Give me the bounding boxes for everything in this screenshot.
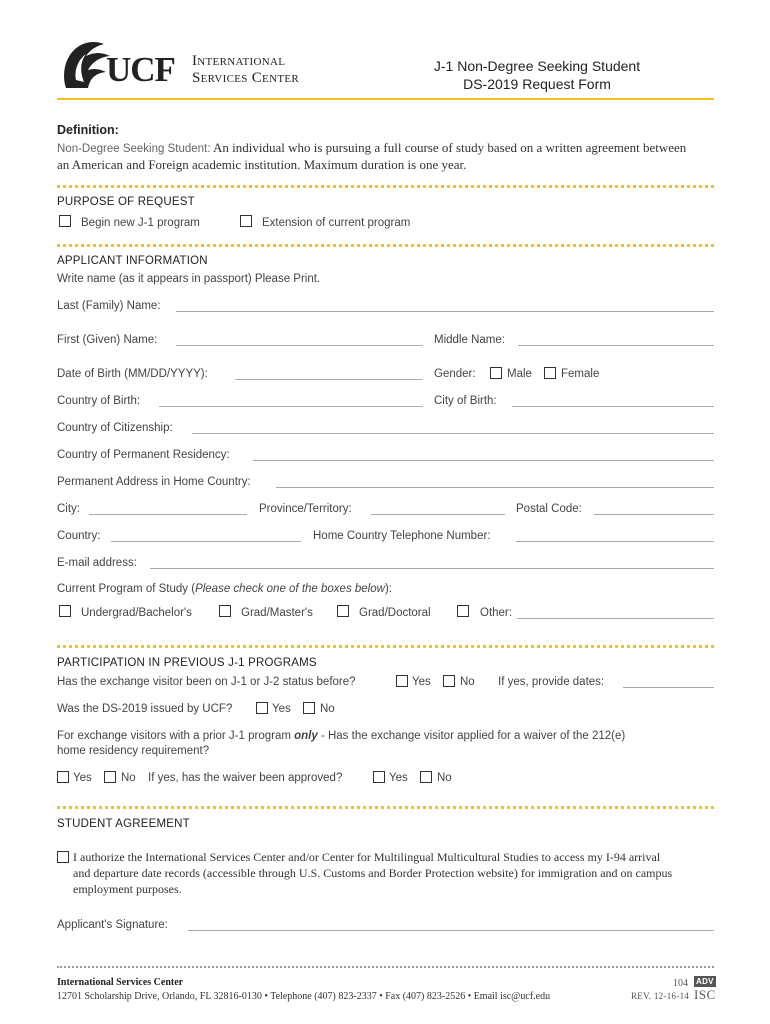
footer-revision: REV. 12-16-14 — [631, 991, 690, 1001]
country-of-birth-label: Country of Birth: — [57, 395, 141, 407]
doctoral-label: Grad/Doctoral — [359, 607, 431, 619]
citizenship-label: Country of Citizenship: — [57, 422, 173, 434]
residency-field[interactable] — [253, 460, 714, 461]
other-label: Other: — [480, 607, 512, 619]
masters-label: Grad/Master's — [241, 607, 313, 619]
extension-label: Extension of current program — [262, 217, 411, 229]
previous-status-no-checkbox[interactable] — [443, 675, 455, 687]
undergrad-checkbox[interactable] — [59, 605, 71, 617]
dates-label: If yes, provide dates: — [498, 676, 605, 688]
last-name-label: Last (Family) Name: — [57, 300, 161, 312]
header-divider — [57, 98, 714, 100]
first-name-field[interactable] — [176, 345, 423, 346]
logo-line2: Services Center — [192, 70, 299, 86]
email-label: E-mail address: — [57, 557, 137, 569]
middle-name-label: Middle Name: — [434, 334, 505, 346]
footer-address: 12701 Scholarship Drive, Orlando, FL 32816-0130 • Telephone (407) 823-2337 • Fax (407) 823-2526 • Email isc@ucf.edu — [57, 991, 551, 1002]
citizenship-field[interactable] — [192, 433, 714, 434]
country-field[interactable] — [111, 541, 301, 542]
definition-term: Non-Degree Seeking Student: — [57, 143, 211, 155]
program-label-italic: Please check one of the boxes below — [195, 583, 385, 595]
footer-org: International Services Center — [57, 977, 184, 988]
email-field[interactable] — [150, 568, 714, 569]
program-label-suffix: ): — [384, 583, 392, 595]
waiver-yes-label: Yes — [73, 772, 92, 784]
previous-status-yes-checkbox[interactable] — [396, 675, 408, 687]
province-label: Province/Territory: — [259, 503, 352, 515]
previous-heading: PARTICIPATION IN PREVIOUS J-1 PROGRAMS — [57, 657, 317, 669]
form-title-line2: DS-2019 Request Form — [463, 76, 611, 92]
dob-label: Date of Birth (MM/DD/YYYY): — [57, 368, 208, 380]
city-of-birth-field[interactable] — [512, 406, 714, 407]
waiver-no-checkbox[interactable] — [104, 771, 116, 783]
female-label: Female — [561, 368, 600, 380]
previous-status-yes-label: Yes — [412, 676, 431, 688]
adv-badge: ADV — [696, 977, 714, 986]
section-divider — [57, 244, 714, 247]
previous-status-question: Has the exchange visitor been on J-1 or J-2 status before? — [57, 676, 356, 688]
waiver-question-line1 — [57, 730, 625, 742]
dob-field[interactable] — [235, 379, 423, 380]
footer-page-number: 104 — [673, 978, 688, 989]
postal-code-label: Postal Code: — [516, 503, 582, 515]
waiver-yes-checkbox[interactable] — [57, 771, 69, 783]
name-instruction: Write name (as it appears in passport) Please Print. — [57, 273, 321, 285]
ucf-issued-no-checkbox[interactable] — [303, 702, 315, 714]
section-divider — [57, 645, 714, 648]
country-label: Country: — [57, 530, 101, 542]
footer-divider — [57, 966, 714, 968]
ucf-logo — [60, 38, 330, 90]
agreement-text-line2: and departure date records (accessible through U.S. Customs and Border Protection website) for immigration and on campus — [73, 866, 673, 880]
other-field[interactable] — [517, 618, 714, 619]
dates-field[interactable] — [623, 687, 714, 688]
previous-status-no-label: No — [460, 676, 475, 688]
waiver-question-line2: home residency requirement? — [57, 745, 210, 757]
address-label: Permanent Address in Home Country: — [57, 476, 251, 488]
undergrad-label: Undergrad/Bachelor's — [81, 607, 192, 619]
postal-code-field[interactable] — [594, 514, 714, 515]
agreement-checkbox[interactable] — [57, 851, 69, 863]
ucf-issued-yes-label: Yes — [272, 703, 291, 715]
ucf-issued-yes-checkbox[interactable] — [256, 702, 268, 714]
definition-line1 — [57, 139, 686, 157]
phone-field[interactable] — [516, 541, 714, 542]
footer-isc: ISC — [694, 987, 716, 1002]
city-label: City: — [57, 503, 80, 515]
purpose-heading: PURPOSE OF REQUEST — [57, 196, 195, 208]
agreement-heading: STUDENT AGREEMENT — [57, 818, 190, 830]
section-divider — [57, 185, 714, 188]
waiver-question-italic: only — [294, 730, 318, 742]
first-name-label: First (Given) Name: — [57, 334, 158, 346]
agreement-text-line3: employment purposes. — [73, 882, 182, 896]
middle-name-field[interactable] — [518, 345, 714, 346]
definition-text1: An individual who is pursuing a full course of study based on a written agreement between — [210, 140, 687, 155]
residency-label: Country of Permanent Residency: — [57, 449, 230, 461]
begin-new-checkbox[interactable] — [59, 215, 71, 227]
last-name-field[interactable] — [176, 311, 714, 312]
doctoral-checkbox[interactable] — [337, 605, 349, 617]
waiver-approved-yes-checkbox[interactable] — [373, 771, 385, 783]
signature-label: Applicant's Signature: — [57, 919, 168, 931]
waiver-approved-question: If yes, has the waiver been approved? — [148, 772, 343, 784]
logo-line1: International — [192, 53, 286, 69]
other-checkbox[interactable] — [457, 605, 469, 617]
definition-text2: an American and Foreign academic institution. Maximum duration is one year. — [57, 157, 467, 172]
begin-new-label: Begin new J-1 program — [81, 217, 200, 229]
program-label-prefix: Current Program of Study ( — [57, 583, 196, 595]
form-title-line1: J-1 Non-Degree Seeking Student — [433, 58, 641, 74]
gender-label: Gender: — [434, 368, 476, 380]
program-label — [57, 583, 392, 595]
waiver-approved-no-checkbox[interactable] — [420, 771, 432, 783]
extension-checkbox[interactable] — [240, 215, 252, 227]
waiver-question-prefix: For exchange visitors with a prior J-1 program — [57, 730, 295, 742]
masters-checkbox[interactable] — [219, 605, 231, 617]
female-checkbox[interactable] — [544, 367, 556, 379]
address-field[interactable] — [276, 487, 714, 488]
agreement-text-line1: I authorize the International Services Center and/or Center for Multilingual Multicultural Studies to access my I-94 arrival — [73, 850, 661, 864]
applicant-heading: APPLICANT INFORMATION — [57, 255, 208, 267]
phone-label: Home Country Telephone Number: — [313, 530, 491, 542]
signature-field[interactable] — [188, 930, 714, 931]
waiver-question-suffix: - Has the exchange visitor applied for a waiver of the 212(e) — [317, 730, 626, 742]
ucf-issued-question: Was the DS-2019 issued by UCF? — [57, 703, 233, 715]
city-field[interactable] — [89, 514, 247, 515]
waiver-approved-yes-label: Yes — [389, 772, 408, 784]
ucf-issued-no-label: No — [320, 703, 335, 715]
section-divider — [57, 806, 714, 809]
logo-ucf-text: UCF — [106, 50, 175, 89]
province-field[interactable] — [371, 514, 505, 515]
definition-heading: Definition: — [57, 123, 119, 137]
city-of-birth-label: City of Birth: — [434, 395, 497, 407]
waiver-no-label: No — [121, 772, 136, 784]
country-of-birth-field[interactable] — [159, 406, 423, 407]
male-label: Male — [507, 368, 532, 380]
waiver-approved-no-label: No — [437, 772, 452, 784]
male-checkbox[interactable] — [490, 367, 502, 379]
